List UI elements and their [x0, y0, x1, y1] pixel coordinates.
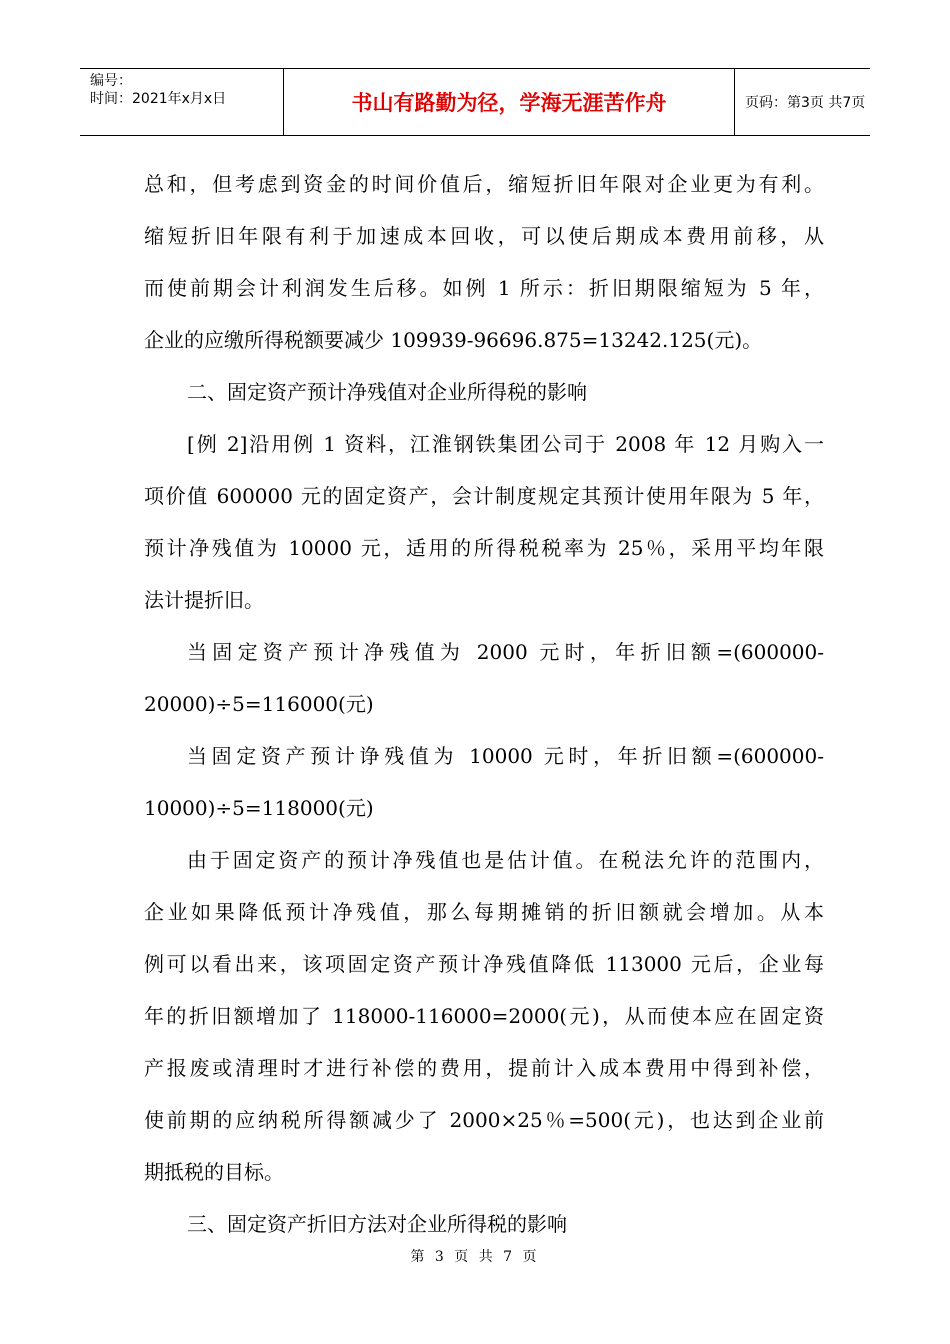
body-text-line: 企业的应缴所得税额要减少 109939-96696.875=13242.125(元)。 [144, 328, 763, 352]
body-text-line: 产报废或清理时才进行补偿的费用，提前计入成本费用中得到补偿， [144, 1056, 824, 1080]
body-text-line: 当固定资产预计诤残值为 10000 元时，年折旧额=(600000- [187, 744, 824, 768]
body-text-line: 而使前期会计利润发生后移。如例 1 所示：折旧期限缩短为 5 年， [144, 276, 824, 300]
body-text-line: [例 2]沿用例 1 资料，江淮钢铁集团公司于 2008 年 12 月购入一 [187, 432, 824, 456]
body-text-line: 当固定资产预计净残值为 2000 元时，年折旧额=(600000- [187, 640, 824, 664]
body-text-line: 20000)÷5=116000(元) [144, 692, 374, 716]
body-text-line: 使前期的应纳税所得额减少了 2000×25％=500(元)，也达到企业前 [144, 1108, 824, 1132]
body-text-line: 项价值 600000 元的固定资产，会计制度规定其预计使用年限为 5 年， [144, 484, 824, 508]
body-text-line: 二、固定资产预计净残值对企业所得税的影响 [187, 380, 587, 404]
header-motto: 书山有路勤为径，学海无涯苦作舟 [284, 69, 735, 135]
header-meta [80, 69, 284, 135]
body-text-line: 例可以看出来，该项固定资产预计净残值降低 113000 元后，企业每 [144, 952, 824, 976]
body-text-line: 由于固定资产的预计净残值也是估计值。在税法允许的范围内， [187, 848, 824, 872]
body-text-line: 预计净残值为 10000 元，适用的所得税税率为 25％，采用平均年限 [144, 536, 824, 560]
document-number-label: 编号： [90, 73, 132, 89]
body-text-line: 年的折旧额增加了 118000-116000=2000(元)，从而使本应在固定资 [144, 1004, 824, 1028]
body-text-line: 三、固定资产折旧方法对企业所得税的影响 [187, 1212, 567, 1236]
body-text-line: 10000)÷5=118000(元) [144, 796, 374, 820]
body-text-line: 法计提折旧。 [144, 588, 264, 612]
document-body [144, 158, 824, 1250]
page-header [80, 68, 870, 136]
body-text-line: 期抵税的目标。 [144, 1160, 284, 1184]
body-text-line: 总和，但考虑到资金的时间价值后，缩短折旧年限对企业更为有利。 [144, 172, 824, 196]
document-time-label: 时间：2021年x月x日 [90, 91, 227, 107]
page-footer: 第 3 页 共 7 页 [410, 1249, 540, 1265]
body-text-line: 缩短折旧年限有利于加速成本回收，可以使后期成本费用前移，从 [144, 224, 824, 248]
body-text-line: 企业如果降低预计净残值，那么每期摊销的折旧额就会增加。从本 [144, 900, 824, 924]
header-page-number: 页码：第3页 共7页 [745, 95, 866, 111]
